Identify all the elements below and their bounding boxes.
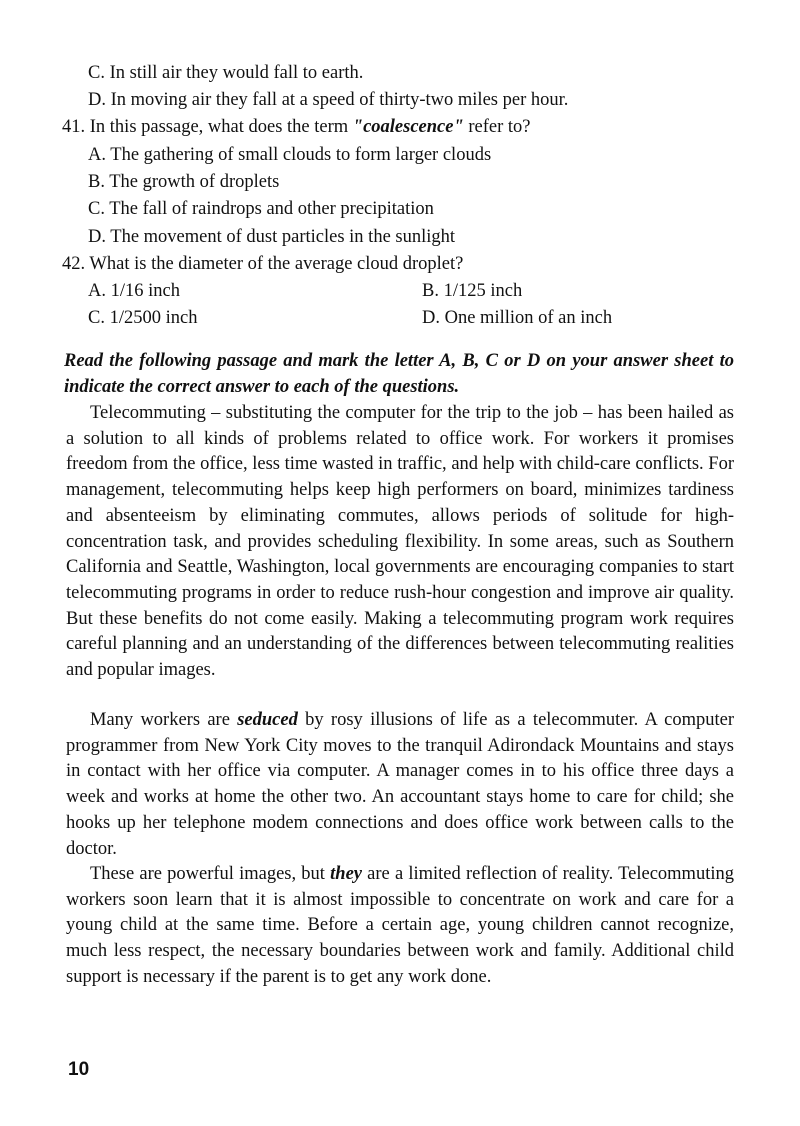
- q41-option-b: B. The growth of droplets: [88, 172, 280, 192]
- p3-before: These are powerful images, but: [90, 864, 331, 884]
- reading-instructions: Read the following passage and mark the letter A, B, C or D on your answer sheet to indicate the correct answer to each of the questions.: [64, 351, 734, 397]
- q42-option-c: C. 1/2500 inch: [88, 308, 198, 328]
- p2-term-seduced: seduced: [237, 710, 298, 730]
- q41-stem-term: "coalescence": [352, 117, 464, 137]
- q41-stem-before: 41. In this passage, what does the term: [62, 117, 353, 137]
- p2-after: by rosy illusions of life as a telecommuter. A computer programmer from New York City moves to the tranquil Adirondack Mountains and stays in contact with her office via computer. A manager comes in to his office three days a week and works at home the other two. An accountant stays home to care for child; she hooks up her telephone modem connections and does office work between calls to the doctor.: [66, 710, 734, 859]
- q42-stem: 42. What is the diameter of the average cloud droplet?: [62, 254, 464, 274]
- passage-paragraph-3: [66, 862, 734, 991]
- q42-option-b: B. 1/125 inch: [422, 281, 523, 301]
- q42-option-a: A. 1/16 inch: [88, 281, 180, 301]
- q41-stem: [62, 114, 531, 140]
- passage-paragraph-1: Telecommuting – substituting the computer for the trip to the job – has been hailed as a solution to all kinds of problems related to office work. For workers it promises freedom from the office, less time wasted in traffic, and help with child-care conflicts. For management, telecommuting helps keep high performers on board, minimizes tardiness and absenteeism by eliminating commutes, allows periods of solitude for high-concentration task, and provides scheduling flexibility. In some areas, such as Southern California and Seattle, Washington, local governments are encouraging companies to start telecommuting programs in order to reduce rush-hour congestion and improve air quality. But these benefits do not come easily. Making a telecommuting program work requires careful planning and an understanding of the differences between telecommuting realities and popular images.: [66, 403, 734, 681]
- page-number: 10: [68, 1059, 90, 1080]
- q42-option-d: D. One million of an inch: [422, 308, 613, 328]
- p3-after: are a limited reflection of reality. Telecommuting workers soon learn that it is almost impossible to concentrate on work and care for a young child at the same time. Before a certain age, young children cannot recognize, much less respect, the necessary boundaries between work and family. Additional child support is necessary if the parent is to get any work done.: [66, 864, 734, 987]
- q41-option-a: A. The gathering of small clouds to form larger clouds: [88, 145, 492, 165]
- q41-option-c: C. The fall of raindrops and other precipitation: [88, 199, 434, 219]
- p2-before: Many workers are: [90, 710, 238, 730]
- q41-option-d: D. The movement of dust particles in the sunlight: [88, 227, 456, 247]
- q40-option-c: C. In still air they would fall to earth.: [88, 63, 364, 83]
- q40-option-d: D. In moving air they fall at a speed of thirty-two miles per hour.: [88, 90, 569, 110]
- passage-paragraph-2: [66, 708, 734, 862]
- p3-term-they: they: [330, 864, 362, 884]
- q41-stem-after: refer to?: [463, 117, 531, 137]
